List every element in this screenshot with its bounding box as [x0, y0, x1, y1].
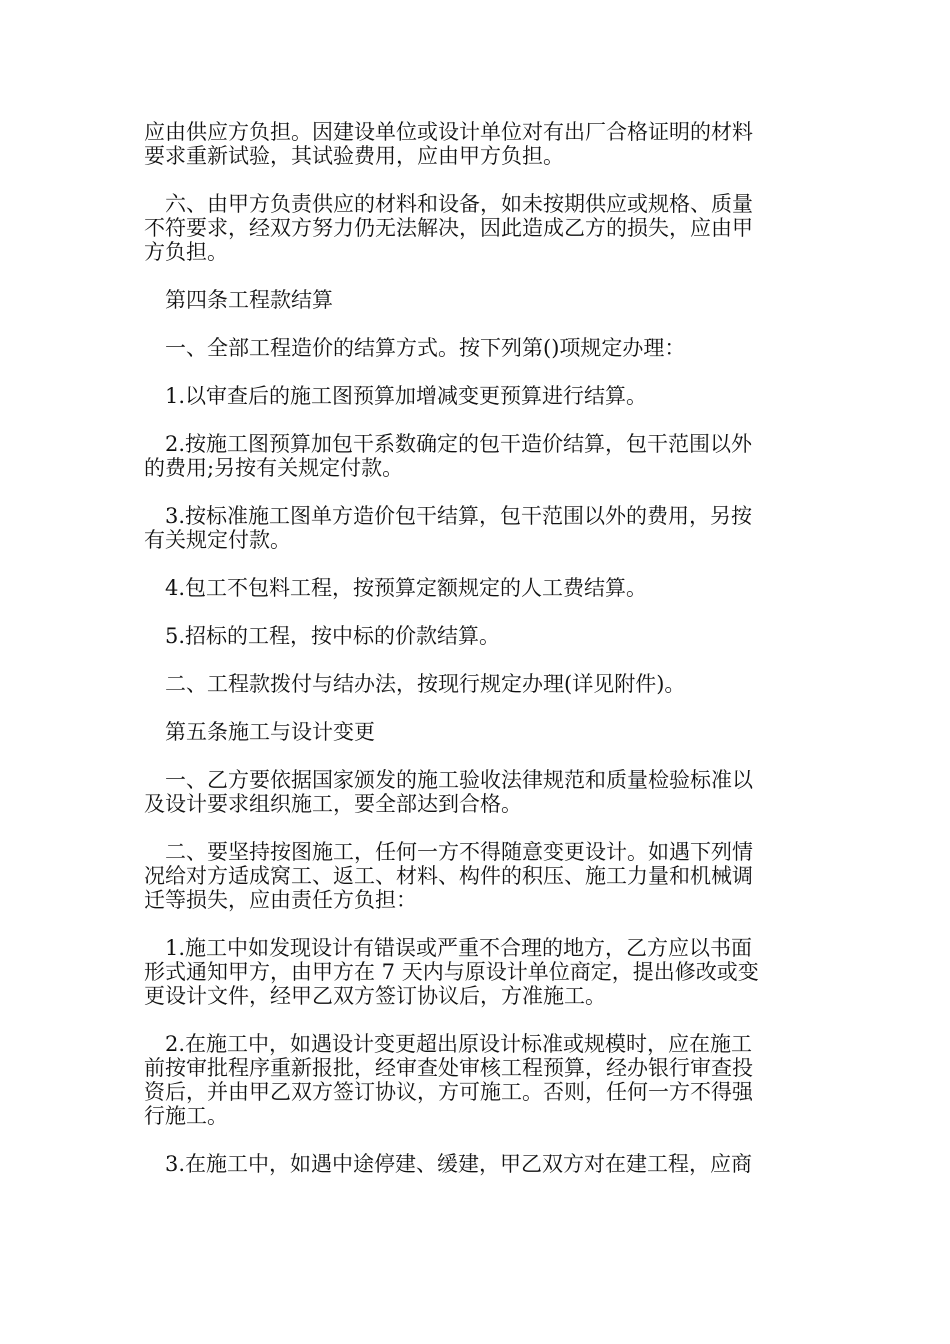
- text-line: 2.按施工图预算加包干系数确定的包干造价结算，包干范围以外: [144, 432, 753, 456]
- text-line: 第四条工程款结算: [144, 288, 333, 312]
- text-line: 行施工。: [144, 1104, 228, 1128]
- text-line: 更设计文件，经甲乙双方签订协议后，方准施工。: [144, 984, 606, 1008]
- text-line: 六、由甲方负责供应的材料和设备，如未按期供应或规格、质量: [144, 192, 753, 216]
- paragraph: [144, 288, 808, 312]
- text-line: 资后，并由甲乙双方签订协议，方可施工。否则，任何一方不得强: [144, 1080, 753, 1104]
- text-line: 一、全部工程造价的结算方式。按下列第()项规定办理：: [144, 336, 686, 360]
- text-line: 1.施工中如发现设计有错误或严重不合理的地方，乙方应以书面: [144, 936, 753, 960]
- paragraph: [144, 384, 808, 408]
- text-line: 1.以审查后的施工图预算加增减变更预算进行结算。: [144, 384, 648, 408]
- text-line: 迁等损失，应由责任方负担：: [144, 888, 417, 912]
- paragraph: [144, 672, 808, 696]
- text-line: 3.在施工中，如遇中途停建、缓建，甲乙双方对在建工程，应商: [144, 1152, 753, 1176]
- text-line: 及设计要求组织施工，要全部达到合格。: [144, 792, 522, 816]
- paragraph: [144, 504, 808, 552]
- text-line: 一、乙方要依据国家颁发的施工验收法律规范和质量检验标准以: [144, 768, 753, 792]
- text-line: 3.按标准施工图单方造价包干结算，包干范围以外的费用，另按: [144, 504, 753, 528]
- text-line: 不符要求，经双方努力仍无法解决，因此造成乙方的损失，应由甲: [144, 216, 753, 240]
- paragraph: [144, 768, 808, 816]
- text-line: 二、工程款拨付与结办法，按现行规定办理(详见附件)。: [144, 672, 686, 696]
- text-line: 方负担。: [144, 240, 228, 264]
- paragraph: [144, 936, 808, 1008]
- text-line: 5.招标的工程，按中标的价款结算。: [144, 624, 501, 648]
- paragraph: [144, 624, 808, 648]
- text-line: 况给对方适成窝工、返工、材料、构件的积压、施工力量和机械调: [144, 864, 753, 888]
- text-line: 二、要坚持按图施工，任何一方不得随意变更设计。如遇下列情: [144, 840, 753, 864]
- paragraph: [144, 336, 808, 360]
- text-line: 应由供应方负担。因建设单位或设计单位对有出厂合格证明的材料: [144, 120, 753, 144]
- text-line: 要求重新试验，其试验费用，应由甲方负担。: [144, 144, 564, 168]
- paragraph: [144, 192, 808, 264]
- text-line: 有关规定付款。: [144, 528, 291, 552]
- paragraph: [144, 840, 808, 912]
- text-line: 4.包工不包料工程，按预算定额规定的人工费结算。: [144, 576, 648, 600]
- text-line: 前按审批程序重新报批，经审查处审核工程预算，经办银行审查投: [144, 1056, 753, 1080]
- text-line: 形式通知甲方，由甲方在 7 天内与原设计单位商定，提出修改或变: [144, 960, 759, 984]
- paragraph: [144, 1152, 808, 1176]
- paragraph: [144, 720, 808, 744]
- paragraph: [144, 432, 808, 480]
- paragraph: [144, 576, 808, 600]
- paragraph: [144, 120, 808, 168]
- text-line: 第五条施工与设计变更: [144, 720, 375, 744]
- paragraph: [144, 1032, 808, 1128]
- text-line: 2.在施工中，如遇设计变更超出原设计标准或规模时，应在施工: [144, 1032, 753, 1056]
- document-body: [144, 120, 808, 1200]
- text-line: 的费用;另按有关规定付款。: [144, 456, 404, 480]
